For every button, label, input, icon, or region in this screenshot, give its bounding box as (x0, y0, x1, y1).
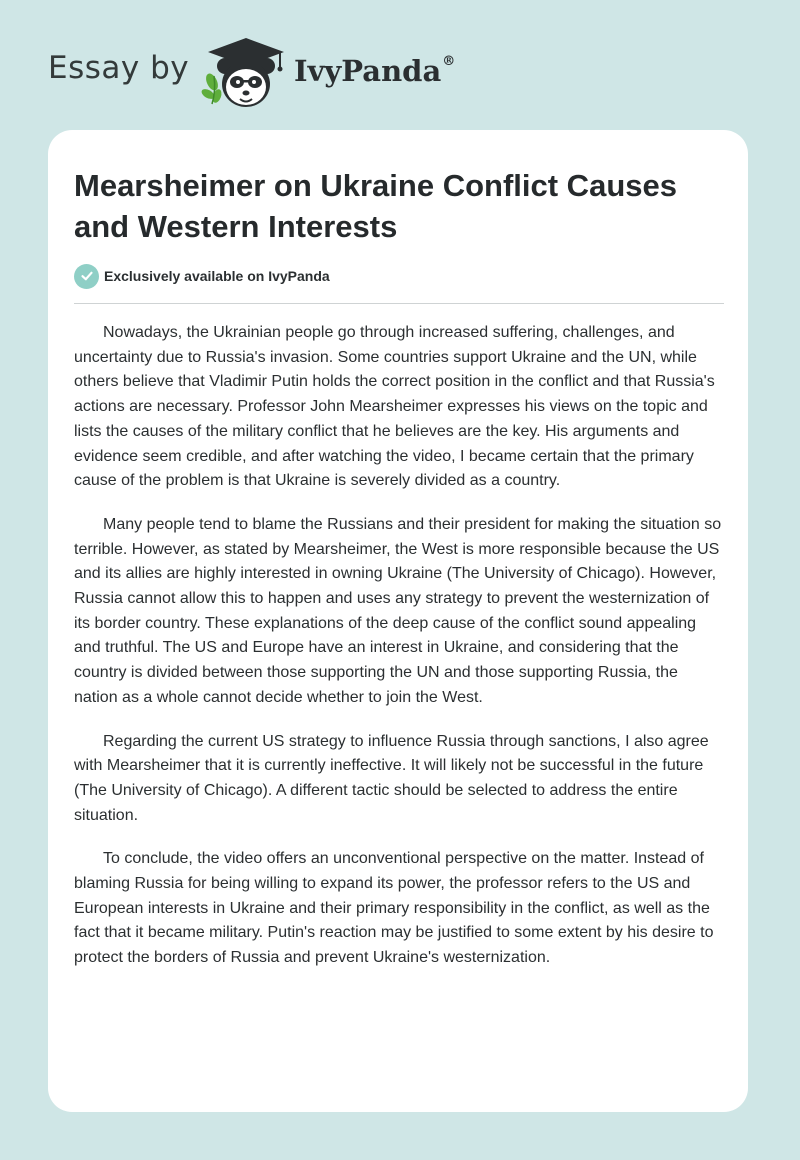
panda-graduate-logo-icon[interactable] (200, 36, 292, 112)
essay-by-label: Essay by (48, 50, 190, 86)
paragraph: To conclude, the video offers an unconventional perspective on the matter. Instead of blaming Russia for being willing to expand its power, the professor refers to the US and European interests in Ukraine and their primary responsibility in the conflict, as well as the fact that it became military. Putin's reaction may be justified to some extent by his desire to protect the borders of Russia and prevent Ukraine's westernization. (74, 850, 714, 967)
paragraph: Regarding the current US strategy to influence Russia through sanctions, I also agree with Mearsheimer that it is currently ineffective. It will likely not be successful in the future (The University of Chicago). A different tactic should be selected to address the entire situation. (74, 732, 709, 824)
essay-card (48, 130, 748, 1112)
essay-body (74, 321, 724, 990)
registered-mark: ® (442, 54, 456, 69)
paragraph: Nowadays, the Ukrainian people go through increased suffering, challenges, and uncertainty due to Russia's invasion. Some countries support Ukraine and the UN, while others believe that Vladimir Putin holds the correct position in the conflict and that Russia's actions are necessary. Professor John Mearsheimer expresses his views on the topic and lists the causes of the military conflict that he believes are the key. His arguments and evidence seem credible, and after watching the video, I became certain that the primary cause of the problem is that Ukraine is severely divided as a country. (74, 324, 715, 490)
paragraph: Many people tend to blame the Russians and their president for making the situation so terrible. However, as stated by Mearsheimer, the West is more responsible because the US and its allies are highly interested in owning Ukraine (The University of Chicago). However, Russia cannot allow this to happen and uses any strategy to prevent the westernization of its border country. These explanations of the deep cause of the conflict sound appealing and truthful. The US and Europe have an interest in Ukraine, and considering that the country is divided between those supporting the UN and those supporting Russia, the nation as a whole cannot decide whether to join the West. (74, 515, 722, 706)
brand-logo-text[interactable]: IvyPanda® (294, 54, 456, 88)
essay-title: Mearsheimer on Ukraine Conflict Causes and Western Interests (74, 168, 677, 244)
exclusive-badge-label: Exclusively available on IvyPanda (104, 268, 330, 284)
exclusive-badge (74, 263, 330, 289)
check-circle-icon (74, 264, 99, 289)
site-header (48, 30, 548, 110)
divider (74, 303, 724, 304)
